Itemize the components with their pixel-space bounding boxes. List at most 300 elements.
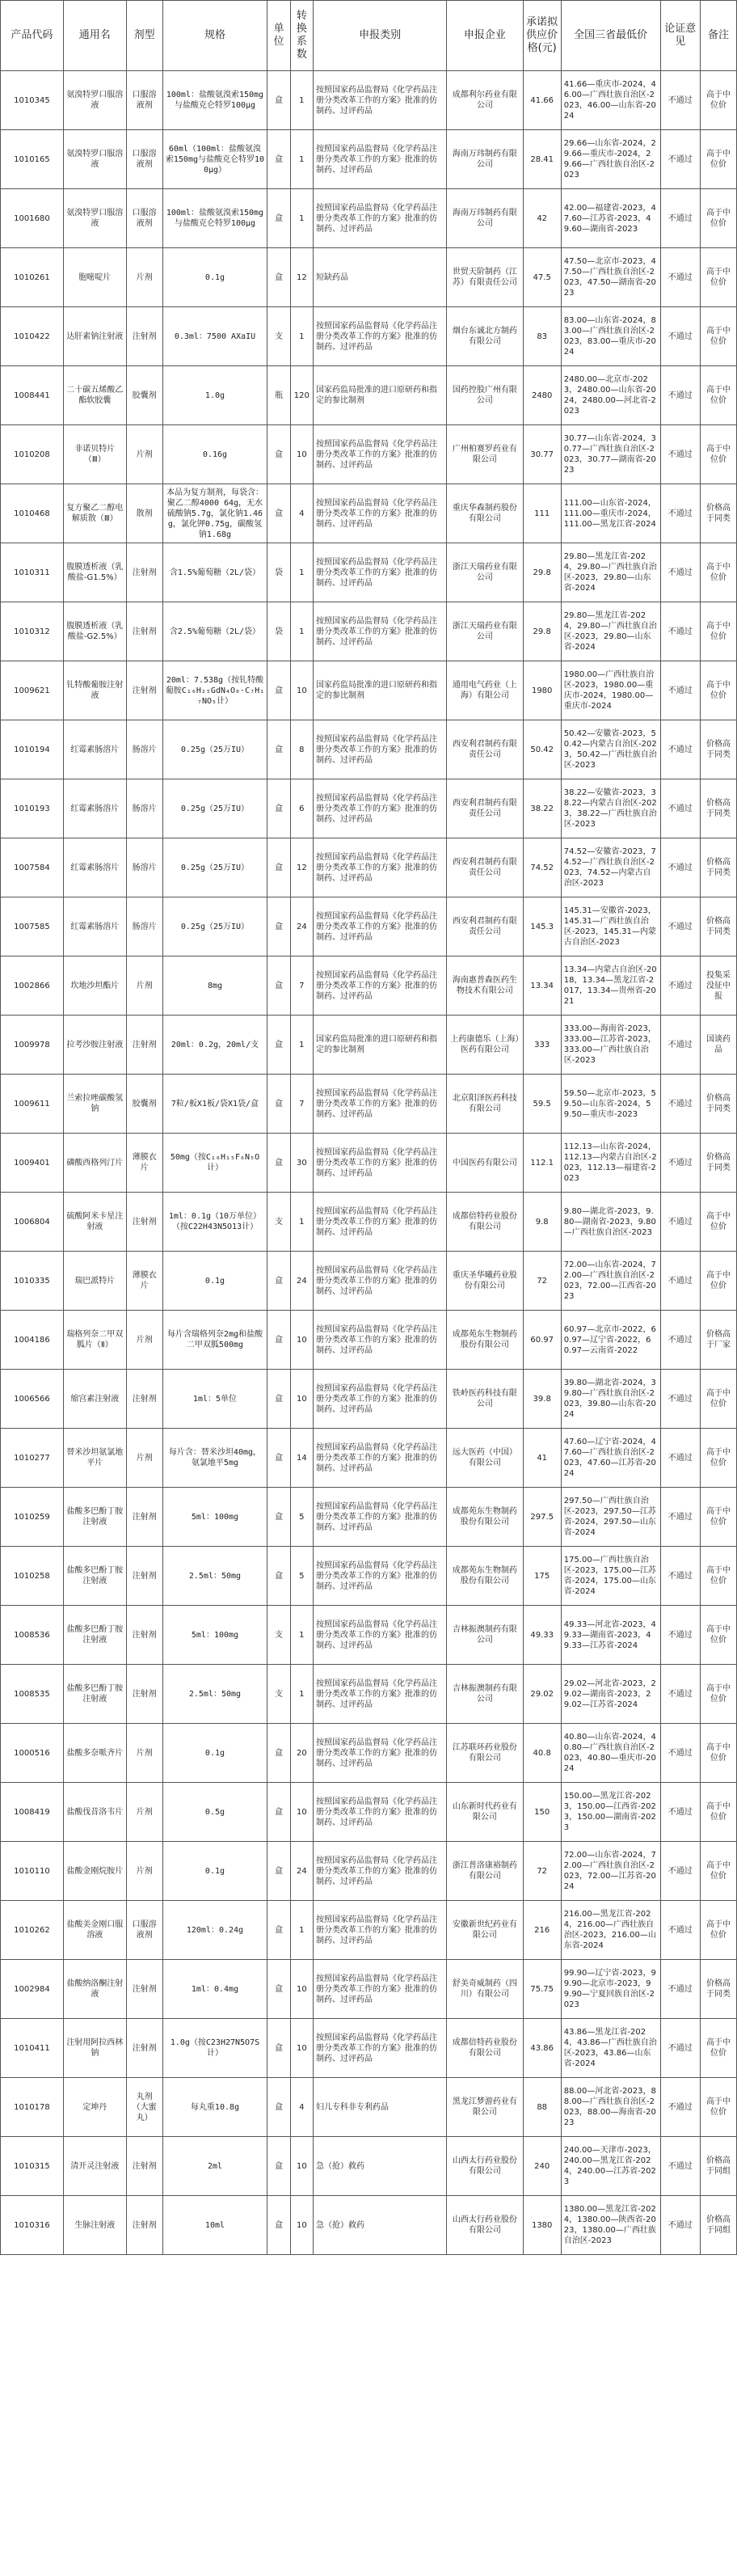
remark-cell: 高于中位价: [701, 1724, 737, 1783]
enterprise-cell: 成都利尔药业有限公司: [447, 71, 523, 130]
dosage-form-cell: 注射剂: [126, 2137, 162, 2196]
enterprise-cell: 成都倍特药业股份有限公司: [447, 1193, 523, 1252]
generic-name-cell: 红霉素肠溶片: [63, 897, 126, 956]
conversion-factor-cell: 4: [290, 2078, 313, 2137]
enterprise-cell: 成都苑东生物制药股份有限公司: [447, 1547, 523, 1606]
lowest-price-cell: 29.80—黑龙江省-2024，29.80—广西壮族自治区-2023，29.80—山东省-2024: [561, 543, 660, 602]
conversion-factor-cell: 10: [290, 2137, 313, 2196]
table-header: [1, 1, 737, 71]
generic-name-cell: 氨溴特罗口服溶液: [63, 189, 126, 248]
declaration-category-cell: 按照国家药品监督局《化学药品注册分类改革工作的方案》批准的仿制药、过评药品: [314, 425, 447, 484]
opinion-cell: 不通过: [660, 1960, 701, 2019]
declaration-category-cell: 按照国家药品监督局《化学药品注册分类改革工作的方案》批准的仿制药、过评药品: [314, 897, 447, 956]
conversion-factor-cell: 24: [290, 1252, 313, 1311]
specification-cell: 1ml：0.1g（10万单位）（按C22H43N5O13计）: [162, 1193, 267, 1252]
dosage-form-cell: 片剂: [126, 1842, 162, 1901]
declaration-category-cell: 短缺药品: [314, 248, 447, 307]
conversion-factor-cell: 10: [290, 1311, 313, 1370]
unit-cell: 盒: [267, 1370, 290, 1429]
unit-cell: 盒: [267, 484, 290, 543]
table-row: [1, 779, 737, 838]
conversion-factor-cell: 14: [290, 1429, 313, 1488]
dosage-form-cell: 肠溶片: [126, 897, 162, 956]
enterprise-cell: 安徽新世纪药业有限公司: [447, 1901, 523, 1960]
unit-cell: 盒: [267, 1842, 290, 1901]
promised-price-cell: 216: [523, 1901, 561, 1960]
lowest-price-cell: 47.50—北京市-2023，47.50—广西壮族自治区-2023，47.50—湖南省-2023: [561, 248, 660, 307]
lowest-price-cell: 297.50—广西壮族自治区-2023，297.50—江苏省-2024，297.50—山东省-2024: [561, 1488, 660, 1547]
enterprise-cell: 山东新时代药业有限公司: [447, 1783, 523, 1842]
promised-price-cell: 175: [523, 1547, 561, 1606]
table-row: [1, 130, 737, 189]
product-code-cell: 1008536: [1, 1606, 64, 1665]
unit-cell: 瓶: [267, 366, 290, 425]
unit-cell: 盒: [267, 956, 290, 1016]
remark-cell: 高于中位价: [701, 189, 737, 248]
product-code-cell: 1009611: [1, 1075, 64, 1134]
opinion-cell: 不通过: [660, 1724, 701, 1783]
product-code-cell: 1009978: [1, 1016, 64, 1075]
promised-price-cell: 49.33: [523, 1606, 561, 1665]
table-row: [1, 1842, 737, 1901]
dosage-form-cell: 注射剂: [126, 1370, 162, 1429]
unit-cell: 盒: [267, 1783, 290, 1842]
dosage-form-cell: 片剂: [126, 956, 162, 1016]
enterprise-cell: 国药控股广州有限公司: [447, 366, 523, 425]
unit-cell: 盒: [267, 248, 290, 307]
table-row: [1, 484, 737, 543]
lowest-price-cell: 150.00—黑龙江省-2023，150.00—江西省-2023，150.00—湖南省-2023: [561, 1783, 660, 1842]
header-row: [1, 1, 737, 71]
generic-name-cell: 盐酸金刚烷胺片: [63, 1842, 126, 1901]
remark-cell: 高于中位价: [701, 1547, 737, 1606]
opinion-cell: 不通过: [660, 1783, 701, 1842]
generic-name-cell: 兰索拉唑碳酸氢钠: [63, 1075, 126, 1134]
table-row: [1, 1311, 737, 1370]
conversion-factor-cell: 1: [290, 543, 313, 602]
remark-cell: 高于中位价: [701, 2078, 737, 2137]
lowest-price-cell: 1380.00—黑龙江省-2024，1380.00—陕西省-2023，1380.00—广西壮族自治区-2023: [561, 2196, 660, 2255]
generic-name-cell: 盐酸多奈哌齐片: [63, 1724, 126, 1783]
conversion-factor-cell: 10: [290, 1960, 313, 2019]
conversion-factor-cell: 5: [290, 1547, 313, 1606]
product-code-cell: 1002984: [1, 1960, 64, 2019]
unit-cell: 支: [267, 307, 290, 366]
declaration-category-cell: 按照国家药品监督局《化学药品注册分类改革工作的方案》批准的仿制药、过评药品: [314, 2019, 447, 2078]
table-row: [1, 366, 737, 425]
unit-cell: 盒: [267, 1901, 290, 1960]
enterprise-cell: 山西太行药业股份有限公司: [447, 2196, 523, 2255]
specification-cell: 0.5g: [162, 1783, 267, 1842]
product-code-cell: 1010468: [1, 484, 64, 543]
generic-name-cell: 盐酸多巴酚丁胺注射液: [63, 1547, 126, 1606]
promised-price-cell: 43.86: [523, 2019, 561, 2078]
product-code-cell: 1007584: [1, 838, 64, 897]
generic-name-cell: 复方聚乙二醇电解质散（Ⅲ）: [63, 484, 126, 543]
lowest-price-cell: 83.00—山东省-2024，83.00—广西壮族自治区-2023，83.00—重庆市-2024: [561, 307, 660, 366]
product-code-cell: 1010194: [1, 720, 64, 779]
table-row: [1, 897, 737, 956]
table-row: [1, 248, 737, 307]
product-code-cell: 1010422: [1, 307, 64, 366]
promised-price-cell: 297.5: [523, 1488, 561, 1547]
opinion-cell: 不通过: [660, 1193, 701, 1252]
column-header: 转换系数: [290, 1, 313, 71]
remark-cell: 价格高于同组: [701, 2196, 737, 2255]
table-row: [1, 1429, 737, 1488]
product-code-cell: 1010345: [1, 71, 64, 130]
table-row: [1, 2019, 737, 2078]
specification-cell: 2.5ml：50mg: [162, 1665, 267, 1724]
opinion-cell: 不通过: [660, 1252, 701, 1311]
declaration-category-cell: 按照国家药品监督局《化学药品注册分类改革工作的方案》批准的仿制药、过评药品: [314, 1429, 447, 1488]
conversion-factor-cell: 24: [290, 897, 313, 956]
unit-cell: 盒: [267, 1252, 290, 1311]
promised-price-cell: 41: [523, 1429, 561, 1488]
promised-price-cell: 13.34: [523, 956, 561, 1016]
enterprise-cell: 中国医药有限公司: [447, 1134, 523, 1193]
product-code-cell: 1006804: [1, 1193, 64, 1252]
table-row: [1, 1252, 737, 1311]
opinion-cell: 不通过: [660, 189, 701, 248]
table-row: [1, 1606, 737, 1665]
table-row: [1, 1783, 737, 1842]
opinion-cell: 不通过: [660, 130, 701, 189]
specification-cell: 100ml：盐酸氨溴索150mg与盐酸克仑特罗100μg: [162, 189, 267, 248]
dosage-form-cell: 注射剂: [126, 1606, 162, 1665]
unit-cell: 盒: [267, 2019, 290, 2078]
declaration-category-cell: 国家药监局批准的进口原研药和指定的参比制剂: [314, 366, 447, 425]
table-row: [1, 602, 737, 661]
table-row: [1, 189, 737, 248]
lowest-price-cell: 240.00—天津市-2023，240.00—黑龙江省-2024，240.00—江苏省-2023: [561, 2137, 660, 2196]
opinion-cell: 不通过: [660, 1842, 701, 1901]
table-row: [1, 956, 737, 1016]
promised-price-cell: 72: [523, 1252, 561, 1311]
enterprise-cell: 吉林振澳制药有限公司: [447, 1665, 523, 1724]
unit-cell: 袋: [267, 543, 290, 602]
promised-price-cell: 38.22: [523, 779, 561, 838]
conversion-factor-cell: 10: [290, 425, 313, 484]
opinion-cell: 不通过: [660, 2196, 701, 2255]
remark-cell: 高于中位价: [701, 661, 737, 720]
dosage-form-cell: 肠溶片: [126, 838, 162, 897]
lowest-price-cell: 111.00—山东省-2024，111.00—重庆市-2024，111.00—黑龙江省-2024: [561, 484, 660, 543]
remark-cell: 高于中位价: [701, 425, 737, 484]
product-code-cell: 1010312: [1, 602, 64, 661]
promised-price-cell: 47.5: [523, 248, 561, 307]
enterprise-cell: 远大医药（中国）有限公司: [447, 1429, 523, 1488]
lowest-price-cell: 72.00—山东省-2024，72.00—广西壮族自治区-2023，72.00—江苏省-2024: [561, 1842, 660, 1901]
dosage-form-cell: 片剂: [126, 248, 162, 307]
table-row: [1, 2078, 737, 2137]
declaration-category-cell: 按照国家药品监督局《化学药品注册分类改革工作的方案》批准的仿制药、过评药品: [314, 1075, 447, 1134]
conversion-factor-cell: 1: [290, 130, 313, 189]
product-code-cell: 1010193: [1, 779, 64, 838]
conversion-factor-cell: 1: [290, 1901, 313, 1960]
dosage-form-cell: 片剂: [126, 1724, 162, 1783]
declaration-category-cell: 按照国家药品监督局《化学药品注册分类改革工作的方案》批准的仿制药、过评药品: [314, 1311, 447, 1370]
column-header: 单位: [267, 1, 290, 71]
unit-cell: 盒: [267, 838, 290, 897]
enterprise-cell: 西安利君制药有限责任公司: [447, 779, 523, 838]
enterprise-cell: 上药康德乐（上海）医药有限公司: [447, 1016, 523, 1075]
table-row: [1, 2137, 737, 2196]
promised-price-cell: 240: [523, 2137, 561, 2196]
dosage-form-cell: 注射剂: [126, 1960, 162, 2019]
conversion-factor-cell: 4: [290, 484, 313, 543]
specification-cell: 含2.5%葡萄糖（2L/袋）: [162, 602, 267, 661]
table-row: [1, 2196, 737, 2255]
enterprise-cell: 重庆圣华曦药业股份有限公司: [447, 1252, 523, 1311]
column-header: 申报类别: [314, 1, 447, 71]
remark-cell: 投集采没征中报: [701, 956, 737, 1016]
unit-cell: 盒: [267, 897, 290, 956]
remark-cell: 高于中位价: [701, 1665, 737, 1724]
unit-cell: 盒: [267, 1547, 290, 1606]
unit-cell: 盒: [267, 1311, 290, 1370]
lowest-price-cell: 60.97—北京市-2022，60.97—辽宁省-2022，60.97—云南省-2022: [561, 1311, 660, 1370]
lowest-price-cell: 40.80—山东省-2024，40.80—广西壮族自治区-2023，40.80—重庆市-2024: [561, 1724, 660, 1783]
conversion-factor-cell: 1: [290, 1606, 313, 1665]
product-code-cell: 1000516: [1, 1724, 64, 1783]
unit-cell: 盒: [267, 1724, 290, 1783]
conversion-factor-cell: 20: [290, 1724, 313, 1783]
dosage-form-cell: 注射剂: [126, 661, 162, 720]
opinion-cell: 不通过: [660, 484, 701, 543]
specification-cell: 0.25g（25万IU）: [162, 897, 267, 956]
table-row: [1, 1547, 737, 1606]
promised-price-cell: 88: [523, 2078, 561, 2137]
opinion-cell: 不通过: [660, 307, 701, 366]
declaration-category-cell: 急（抢）救药: [314, 2137, 447, 2196]
dosage-form-cell: 注射剂: [126, 2019, 162, 2078]
generic-name-cell: 盐酸多巴酚丁胺注射液: [63, 1665, 126, 1724]
dosage-form-cell: 注射剂: [126, 2196, 162, 2255]
product-code-cell: 1002866: [1, 956, 64, 1016]
generic-name-cell: 瑞格列奈二甲双胍片（Ⅱ）: [63, 1311, 126, 1370]
specification-cell: 5ml：100mg: [162, 1488, 267, 1547]
product-code-cell: 1010315: [1, 2137, 64, 2196]
dosage-form-cell: 肠溶片: [126, 779, 162, 838]
product-code-cell: 1010178: [1, 2078, 64, 2137]
enterprise-cell: 浙江普洛康裕制药有限公司: [447, 1842, 523, 1901]
table-row: [1, 1665, 737, 1724]
unit-cell: 盒: [267, 1075, 290, 1134]
dosage-form-cell: 薄膜衣片: [126, 1252, 162, 1311]
lowest-price-cell: 29.66—山东省-2024，29.66—重庆市-2024，29.66—广西壮族自治区-2023: [561, 130, 660, 189]
opinion-cell: 不通过: [660, 1134, 701, 1193]
conversion-factor-cell: 1: [290, 71, 313, 130]
promised-price-cell: 42: [523, 189, 561, 248]
opinion-cell: 不通过: [660, 602, 701, 661]
unit-cell: 盒: [267, 130, 290, 189]
remark-cell: 高于中位价: [701, 1193, 737, 1252]
enterprise-cell: 吉林振澳制药有限公司: [447, 1606, 523, 1665]
promised-price-cell: 112.1: [523, 1134, 561, 1193]
generic-name-cell: 清开灵注射液: [63, 2137, 126, 2196]
generic-name-cell: 胞嘧啶片: [63, 248, 126, 307]
conversion-factor-cell: 1: [290, 1193, 313, 1252]
column-header: 承诺拟供应价格(元): [523, 1, 561, 71]
opinion-cell: 不通过: [660, 2137, 701, 2196]
remark-cell: 高于中位价: [701, 1370, 737, 1429]
enterprise-cell: 广州柏赛罗药业有限公司: [447, 425, 523, 484]
generic-name-cell: 腹膜透析液（乳酸盐-G2.5%）: [63, 602, 126, 661]
generic-name-cell: 氨溴特罗口服溶液: [63, 71, 126, 130]
promised-price-cell: 9.8: [523, 1193, 561, 1252]
enterprise-cell: 海南万玮制药有限公司: [447, 130, 523, 189]
generic-name-cell: 注射用阿拉西林钠: [63, 2019, 126, 2078]
table-row: [1, 1901, 737, 1960]
lowest-price-cell: 2480.00—北京市-2023，2480.00—山东省-2024，2480.00—河北省-2023: [561, 366, 660, 425]
table-row: [1, 543, 737, 602]
declaration-category-cell: 按照国家药品监督局《化学药品注册分类改革工作的方案》批准的仿制药、过评药品: [314, 1783, 447, 1842]
table-row: [1, 1075, 737, 1134]
remark-cell: 价格高于同类: [701, 1134, 737, 1193]
declaration-category-cell: 按照国家药品监督局《化学药品注册分类改革工作的方案》批准的仿制药、过评药品: [314, 1134, 447, 1193]
product-code-cell: 1010411: [1, 2019, 64, 2078]
promised-price-cell: 50.42: [523, 720, 561, 779]
remark-cell: 价格高于同类: [701, 838, 737, 897]
remark-cell: 高于中位价: [701, 1901, 737, 1960]
unit-cell: 袋: [267, 602, 290, 661]
promised-price-cell: 40.8: [523, 1724, 561, 1783]
table-row: [1, 838, 737, 897]
remark-cell: 价格高于同类: [701, 779, 737, 838]
conversion-factor-cell: 10: [290, 661, 313, 720]
dosage-form-cell: 注射剂: [126, 307, 162, 366]
declaration-category-cell: 按照国家药品监督局《化学药品注册分类改革工作的方案》批准的仿制药、过评药品: [314, 838, 447, 897]
generic-name-cell: 红霉素肠溶片: [63, 720, 126, 779]
promised-price-cell: 1980: [523, 661, 561, 720]
enterprise-cell: 浙江天瑞药业有限公司: [447, 543, 523, 602]
lowest-price-cell: 41.66—重庆市-2024，46.00—广西壮族自治区-2023，46.00—山东省-2024: [561, 71, 660, 130]
generic-name-cell: 盐酸美金刚口服溶液: [63, 1901, 126, 1960]
promised-price-cell: 150: [523, 1783, 561, 1842]
product-code-cell: 1004186: [1, 1311, 64, 1370]
column-header: 规格: [162, 1, 267, 71]
generic-name-cell: 氨溴特罗口服溶液: [63, 130, 126, 189]
product-code-cell: 1010261: [1, 248, 64, 307]
remark-cell: 价格高于同类: [701, 1960, 737, 2019]
opinion-cell: 不通过: [660, 1606, 701, 1665]
generic-name-cell: 钆特酸葡胺注射液: [63, 661, 126, 720]
opinion-cell: 不通过: [660, 720, 701, 779]
conversion-factor-cell: 1: [290, 189, 313, 248]
conversion-factor-cell: 10: [290, 2019, 313, 2078]
enterprise-cell: 山西太行药业股份有限公司: [447, 2137, 523, 2196]
opinion-cell: 不通过: [660, 956, 701, 1016]
generic-name-cell: 拉考沙胺注射液: [63, 1016, 126, 1075]
dosage-form-cell: 胶囊剂: [126, 366, 162, 425]
dosage-form-cell: 片剂: [126, 1311, 162, 1370]
enterprise-cell: 成都倍特药业股份有限公司: [447, 2019, 523, 2078]
column-header: 全国三省最低价: [561, 1, 660, 71]
conversion-factor-cell: 5: [290, 1488, 313, 1547]
lowest-price-cell: 333.00—海南省-2023，333.00—江苏省-2023，333.00—广西壮族自治区-2023: [561, 1016, 660, 1075]
remark-cell: 价格高于厂家: [701, 1311, 737, 1370]
declaration-category-cell: 按照国家药品监督局《化学药品注册分类改革工作的方案》批准的仿制药、过评药品: [314, 602, 447, 661]
declaration-category-cell: 按照国家药品监督局《化学药品注册分类改革工作的方案》批准的仿制药、过评药品: [314, 956, 447, 1016]
declaration-category-cell: 按照国家药品监督局《化学药品注册分类改革工作的方案》批准的仿制药、过评药品: [314, 543, 447, 602]
product-code-cell: 1010259: [1, 1488, 64, 1547]
opinion-cell: 不通过: [660, 897, 701, 956]
specification-cell: 0.16g: [162, 425, 267, 484]
promised-price-cell: 60.97: [523, 1311, 561, 1370]
generic-name-cell: 红霉素肠溶片: [63, 838, 126, 897]
declaration-category-cell: 按照国家药品监督局《化学药品注册分类改革工作的方案》批准的仿制药、过评药品: [314, 189, 447, 248]
declaration-category-cell: 按照国家药品监督局《化学药品注册分类改革工作的方案》批准的仿制药、过评药品: [314, 720, 447, 779]
specification-cell: 2ml: [162, 2137, 267, 2196]
table-row: [1, 1960, 737, 2019]
generic-name-cell: 盐酸多巴酚丁胺注射液: [63, 1488, 126, 1547]
opinion-cell: 不通过: [660, 1429, 701, 1488]
specification-cell: 1.0g（按C23H27N5O7S计）: [162, 2019, 267, 2078]
specification-cell: 20ml：0.2g，20ml/支: [162, 1016, 267, 1075]
enterprise-cell: 西安利君制药有限责任公司: [447, 838, 523, 897]
opinion-cell: 不通过: [660, 1901, 701, 1960]
opinion-cell: 不通过: [660, 1016, 701, 1075]
lowest-price-cell: 175.00—广西壮族自治区-2023，175.00—江苏省-2024，175.00—山东省-2024: [561, 1547, 660, 1606]
promised-price-cell: 75.75: [523, 1960, 561, 2019]
conversion-factor-cell: 1: [290, 307, 313, 366]
table-row: [1, 1134, 737, 1193]
promised-price-cell: 29.8: [523, 602, 561, 661]
lowest-price-cell: 30.77—山东省-2024，30.77—广西壮族自治区-2023，30.77—湖南省-2023: [561, 425, 660, 484]
remark-cell: 价格高于同组: [701, 2137, 737, 2196]
opinion-cell: 不通过: [660, 1665, 701, 1724]
unit-cell: 盒: [267, 189, 290, 248]
lowest-price-cell: 112.13—山东省-2024，112.13—内蒙古自治区-2023，112.13—福建省-2023: [561, 1134, 660, 1193]
enterprise-cell: 铁岭医药科技有限公司: [447, 1370, 523, 1429]
table-row: [1, 425, 737, 484]
declaration-category-cell: 按照国家药品监督局《化学药品注册分类改革工作的方案》批准的仿制药、过评药品: [314, 1606, 447, 1665]
enterprise-cell: 通用电气药业（上海）有限公司: [447, 661, 523, 720]
conversion-factor-cell: 10: [290, 2196, 313, 2255]
promised-price-cell: 74.52: [523, 838, 561, 897]
lowest-price-cell: 29.80—黑龙江省-2024，29.80—广西壮族自治区-2023，29.80—山东省-2024: [561, 602, 660, 661]
enterprise-cell: 黑龙江梦游药业有限公司: [447, 2078, 523, 2137]
opinion-cell: 不通过: [660, 838, 701, 897]
specification-cell: 每片含：替米沙坦40mg，氨氯地平5mg: [162, 1429, 267, 1488]
specification-cell: 10ml: [162, 2196, 267, 2255]
generic-name-cell: 红霉素肠溶片: [63, 779, 126, 838]
specification-cell: 含1.5%葡萄糖（2L/袋）: [162, 543, 267, 602]
unit-cell: 盒: [267, 1429, 290, 1488]
declaration-category-cell: 按照国家药品监督局《化学药品注册分类改革工作的方案》批准的仿制药、过评药品: [314, 779, 447, 838]
conversion-factor-cell: 6: [290, 779, 313, 838]
dosage-form-cell: 口服溶液剂: [126, 130, 162, 189]
generic-name-cell: 二十碳五烯酸乙酯软胶囊: [63, 366, 126, 425]
dosage-form-cell: 口服溶液剂: [126, 1901, 162, 1960]
remark-cell: 高于中位价: [701, 602, 737, 661]
dosage-form-cell: 肠溶片: [126, 720, 162, 779]
generic-name-cell: 瑞巴派特片: [63, 1252, 126, 1311]
generic-name-cell: 盐酸纳洛酮注射液: [63, 1960, 126, 2019]
enterprise-cell: 重庆华森制药股份有限公司: [447, 484, 523, 543]
remark-cell: 高于中位价: [701, 1252, 737, 1311]
dosage-form-cell: 片剂: [126, 425, 162, 484]
table-row: [1, 1488, 737, 1547]
table-row: [1, 1370, 737, 1429]
remark-cell: 高于中位价: [701, 71, 737, 130]
table-row: [1, 1724, 737, 1783]
table-row: [1, 661, 737, 720]
product-code-cell: 1009621: [1, 661, 64, 720]
unit-cell: 盒: [267, 779, 290, 838]
opinion-cell: 不通过: [660, 1547, 701, 1606]
